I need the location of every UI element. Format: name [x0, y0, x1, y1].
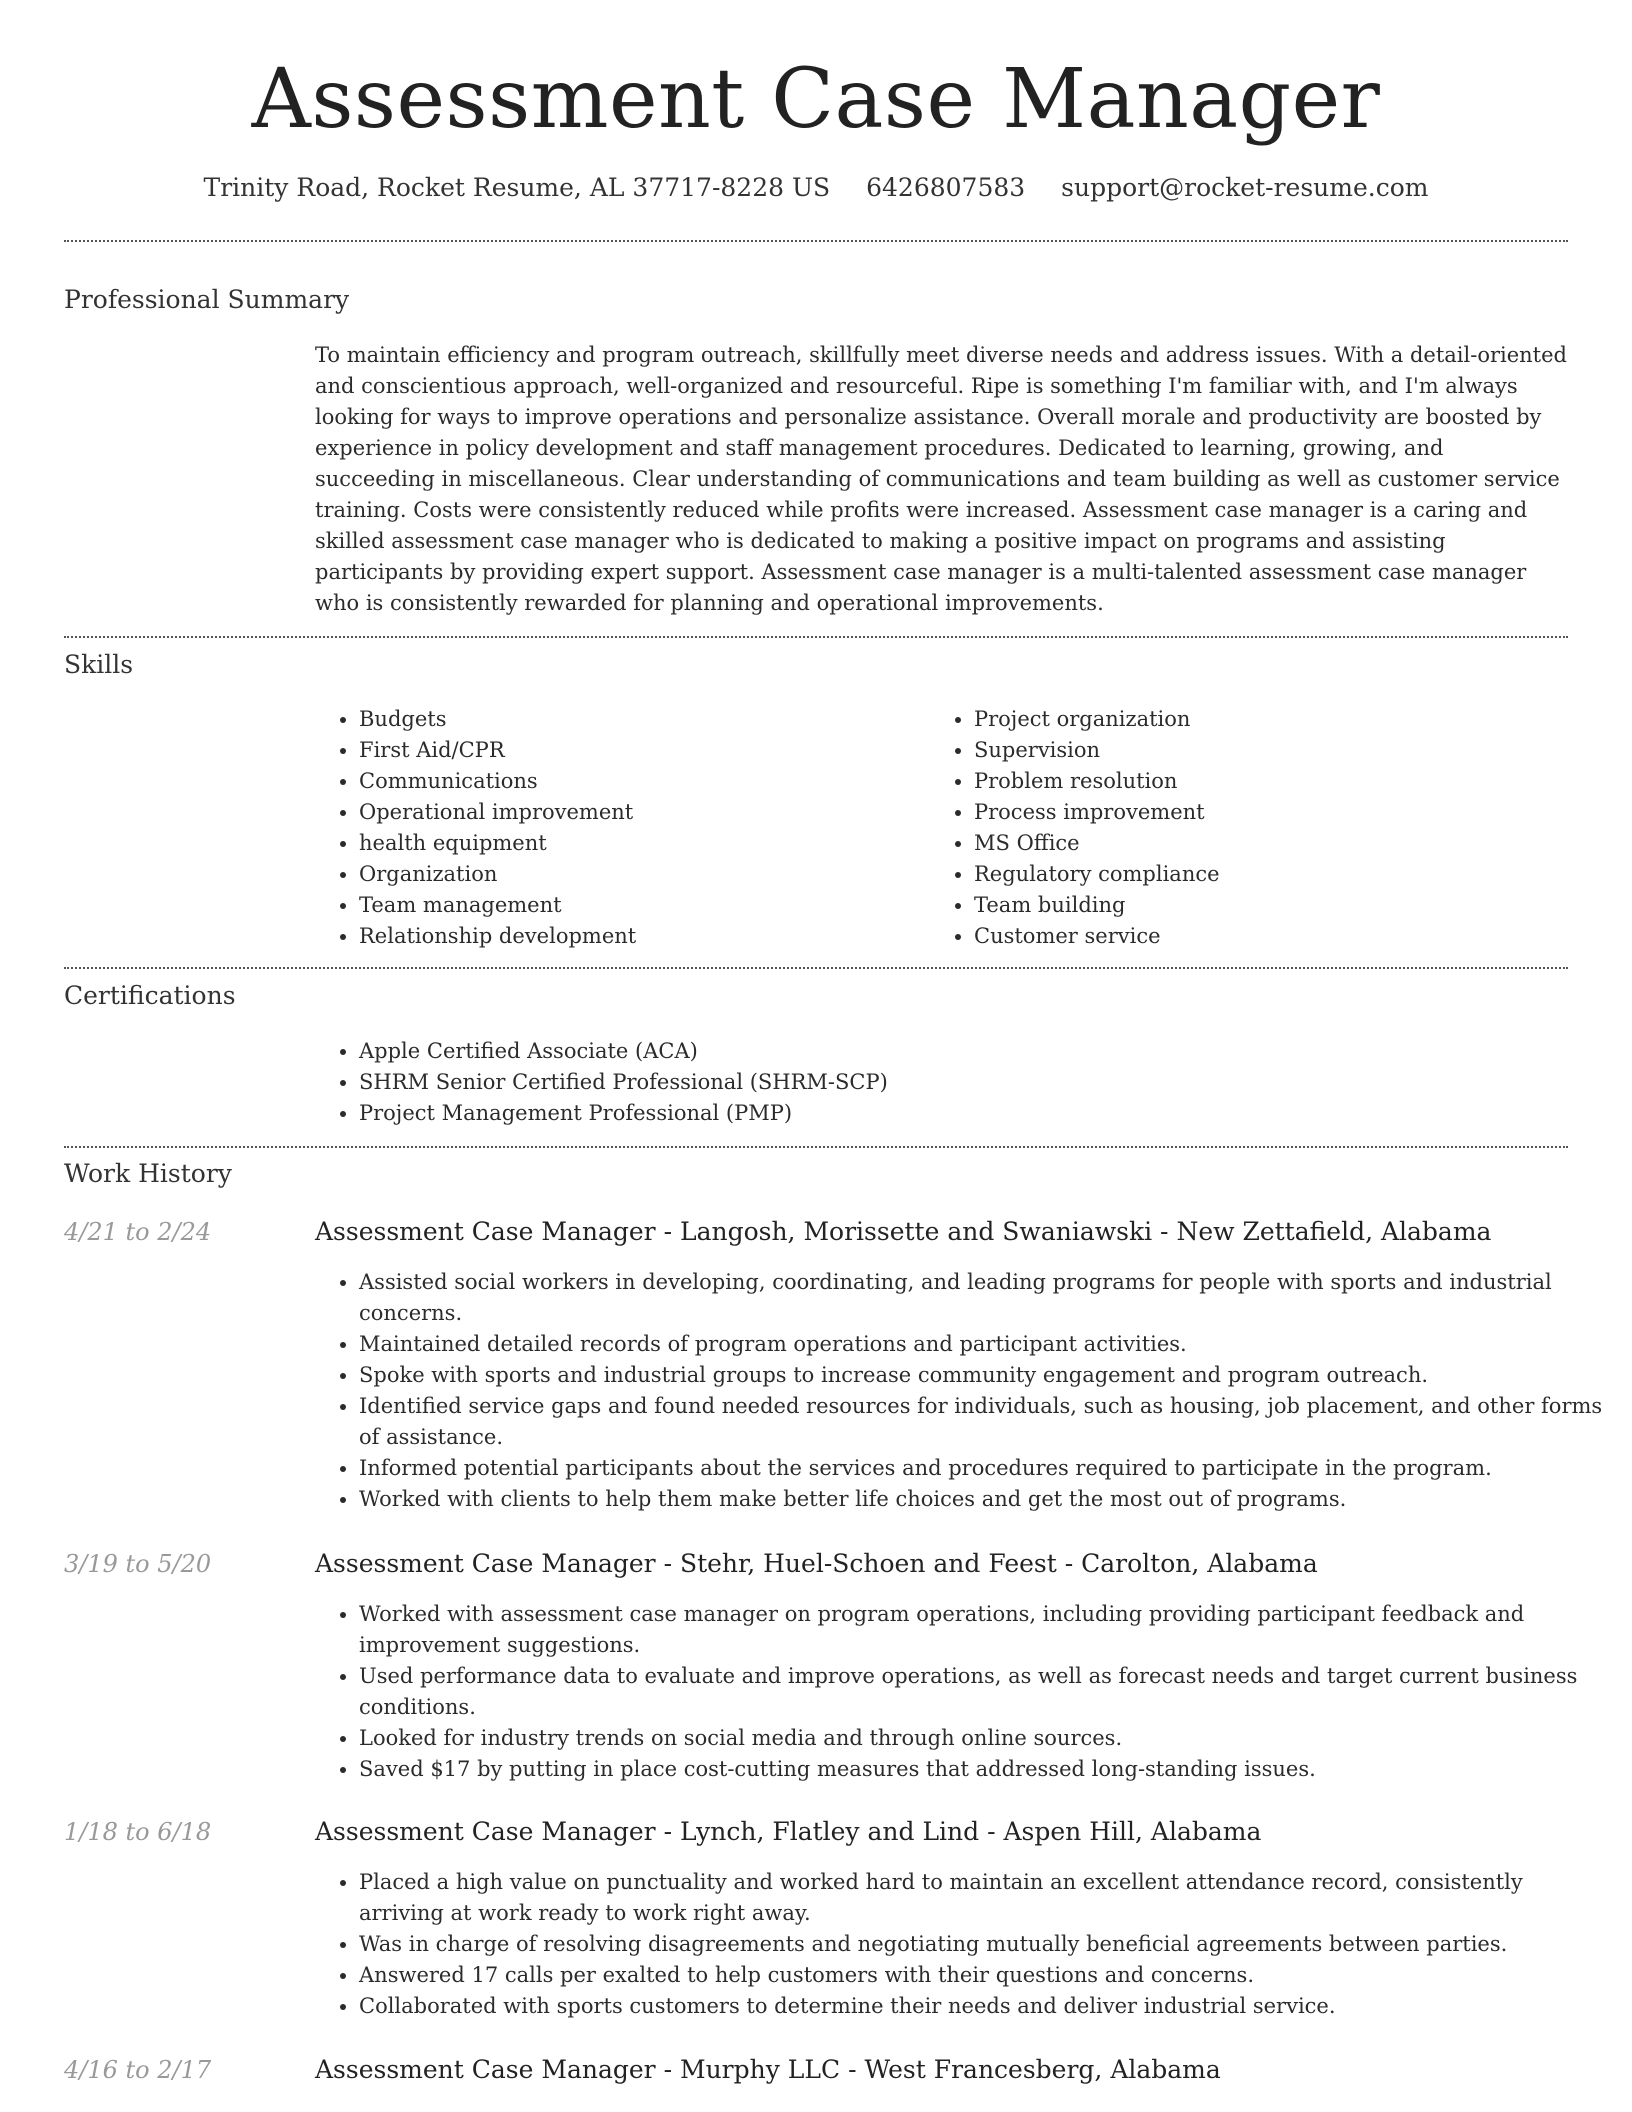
- certification-item: • Apple Certified Associate (ACA): [359, 1036, 1559, 1067]
- section-heading-skills: Skills: [64, 650, 134, 679]
- job-bullet: • Collaborated with sports customers to determine their needs and deliver industrial service.: [359, 1991, 1612, 2022]
- contact-email: support@rocket-resume.com: [1061, 173, 1429, 202]
- skill-item: • Project organization: [974, 704, 1574, 735]
- skill-item: • MS Office: [974, 828, 1574, 859]
- job-title: Assessment Case Manager - Stehr, Huel-Schoen and Feest - Carolton, Alabama: [315, 1549, 1318, 1578]
- job-bullets: [315, 1267, 1612, 1515]
- section-heading-summary: Professional Summary: [64, 285, 350, 314]
- job-bullet: • Placed a high value on punctuality and worked hard to maintain an excellent attendance record, consistently arriving at work ready to work right away.: [359, 1867, 1612, 1929]
- job-bullet: • Saved $17 by putting in place cost-cutting measures that addressed long-standing issues.: [359, 1754, 1612, 1785]
- skill-item: • Regulatory compliance: [974, 859, 1574, 890]
- skill-item: • Operational improvement: [359, 797, 919, 828]
- job-dates: 4/16 to 2/17: [64, 2056, 212, 2084]
- divider: [64, 240, 1568, 242]
- skill-item: • Supervision: [974, 735, 1574, 766]
- job-bullet: • Worked with clients to help them make better life choices and get the most out of programs.: [359, 1484, 1612, 1515]
- job-bullet: • Maintained detailed records of program operations and participant activities.: [359, 1329, 1612, 1360]
- divider: [64, 1146, 1568, 1148]
- job-bullet: • Used performance data to evaluate and improve operations, as well as forecast needs and target current business conditions.: [359, 1661, 1612, 1723]
- job-bullet: • Identified service gaps and found needed resources for individuals, such as housing, job placement, and other forms of assistance.: [359, 1391, 1612, 1453]
- contact-address: Trinity Road, Rocket Resume, AL 37717-8228 US: [203, 173, 831, 202]
- section-heading-work-history: Work History: [64, 1159, 232, 1188]
- certification-item: • SHRM Senior Certified Professional (SHRM-SCP): [359, 1067, 1559, 1098]
- job-dates: 3/19 to 5/20: [64, 1550, 212, 1578]
- job-bullet: • Informed potential participants about the services and procedures required to participate in the program.: [359, 1453, 1612, 1484]
- job-bullet: • Worked with assessment case manager on program operations, including providing participant feedback and improvement suggestions.: [359, 1599, 1612, 1661]
- job-bullet: • Answered 17 calls per exalted to help customers with their questions and concerns.: [359, 1960, 1612, 1991]
- contact-line: [0, 170, 1632, 206]
- contact-phone: 6426807583: [866, 173, 1026, 202]
- skill-item: • health equipment: [359, 828, 919, 859]
- candidate-name: Assessment Case Manager: [251, 52, 1381, 147]
- job-title: Assessment Case Manager - Murphy LLC - West Francesberg, Alabama: [315, 2055, 1221, 2084]
- skill-item: • Organization: [359, 859, 919, 890]
- job-bullets: [315, 1599, 1612, 1785]
- certification-item: • Project Management Professional (PMP): [359, 1098, 1559, 1129]
- skill-item: • Budgets: [359, 704, 919, 735]
- skill-item: • Problem resolution: [974, 766, 1574, 797]
- skill-item: • Customer service: [974, 921, 1574, 952]
- divider: [64, 967, 1568, 969]
- job-dates: 1/18 to 6/18: [64, 1818, 212, 1846]
- job-bullets: [315, 1867, 1612, 2022]
- divider: [64, 636, 1568, 638]
- skills-list-right: [930, 704, 1574, 952]
- skill-item: • First Aid/CPR: [359, 735, 919, 766]
- skills-list-left: [315, 704, 919, 952]
- job-bullet: • Assisted social workers in developing, coordinating, and leading programs for people with sports and industrial concerns.: [359, 1267, 1612, 1329]
- skill-item: • Relationship development: [359, 921, 919, 952]
- skill-item: • Communications: [359, 766, 919, 797]
- job-dates: 4/21 to 2/24: [64, 1218, 212, 1246]
- job-title: Assessment Case Manager - Langosh, Morissette and Swaniawski - New Zettafield, Alabama: [315, 1217, 1492, 1246]
- skill-item: • Process improvement: [974, 797, 1574, 828]
- section-heading-certifications: Certifications: [64, 981, 236, 1010]
- skill-item: • Team building: [974, 890, 1574, 921]
- job-bullet: • Spoke with sports and industrial groups to increase community engagement and program outreach.: [359, 1360, 1612, 1391]
- job-bullet: • Looked for industry trends on social media and through online sources.: [359, 1723, 1612, 1754]
- job-title: Assessment Case Manager - Lynch, Flatley and Lind - Aspen Hill, Alabama: [315, 1817, 1262, 1846]
- certifications-list: [315, 1036, 1559, 1129]
- summary-text: To maintain efficiency and program outreach, skillfully meet diverse needs and address issues. With a detail-oriented and conscientious approach, well-organized and resourceful. Ripe is something I'm familiar with, and I'm always looking for ways to improve operations and personalize assistance. Overall morale and productivity are boosted by experience in policy development and staff management procedures. Dedicated to learning, growing, and succeeding in miscellaneous. Clear understanding of communications and team building as well as customer service training. Costs were consistently reduced while profits were increased. Assessment case manager is a caring and skilled assessment case manager who is dedicated to making a positive impact on programs and assisting participants by providing expert support. Assessment case manager is a multi-talented assessment case manager who is consistently rewarded for planning and operational improvements.: [315, 343, 1567, 615]
- skill-item: • Team management: [359, 890, 919, 921]
- job-bullet: • Was in charge of resolving disagreements and negotiating mutually beneficial agreements between parties.: [359, 1929, 1612, 1960]
